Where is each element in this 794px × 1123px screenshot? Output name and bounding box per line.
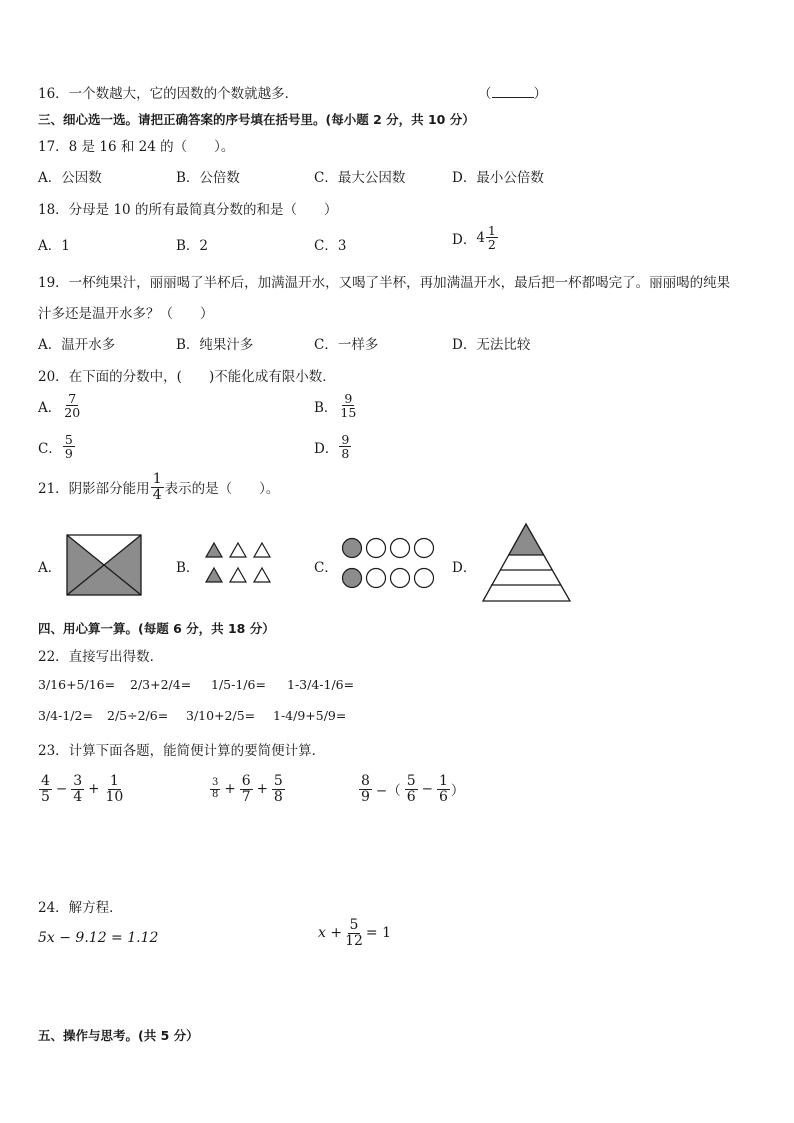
fraction: $\frac{8}{9}$ (361, 773, 370, 805)
fraction: $\frac{7}{20}$ (64, 391, 81, 421)
q17-option-c[interactable]: C．最大公因数 (314, 170, 406, 186)
close-paren: ） (450, 783, 465, 800)
fraction: $\frac{1}{2}$ (487, 223, 496, 253)
fraction: $\frac{4}{5}$ (41, 773, 50, 805)
q18-option-b[interactable]: B．2 (176, 238, 209, 254)
q18-option-a[interactable]: A．1 (38, 238, 70, 254)
q22-row2-item1: 3/4-1/2= (38, 708, 93, 723)
fraction: $\frac{5}{8}$ (273, 773, 283, 805)
q19-stem-line1: 19．一杯纯果汁，丽丽喝了半杯后，加满温开水，又喝了半杯，再加满温开水，最后把一杯都喝完了。丽丽喝的纯果 (38, 275, 731, 291)
q19-stem-line2: 汁多还是温开水多？（ ） (38, 306, 214, 322)
operator: + (88, 781, 100, 798)
triangle (254, 568, 270, 582)
q22-row1-item1: 3/16+5/16= (38, 677, 116, 692)
q21-option-c-label[interactable]: C． (314, 560, 338, 576)
shaded-triangle (206, 568, 222, 582)
operator: −（ (375, 783, 401, 800)
q23-expression-3 (358, 774, 464, 804)
q19-option-b[interactable]: B．纯果汁多 (176, 337, 254, 353)
q16-stem: 16．一个数越大，它的因数的个数就越多． (38, 86, 299, 102)
q23-expression-1 (38, 774, 126, 804)
q22-row1-item3: 1/5-1/6= (211, 677, 266, 692)
option-label: A． (38, 399, 62, 416)
q21-option-d-label[interactable]: D． (452, 560, 477, 576)
fraction: $\frac{5}{6}$ (406, 773, 416, 805)
q17-option-d[interactable]: D．最小公倍数 (452, 170, 544, 186)
shaded-triangle (206, 543, 222, 557)
stem-text: 表示的是（ ）。 (164, 481, 280, 498)
q21-option-c-figure[interactable] (341, 537, 437, 589)
q24-stem: 24．解方程． (38, 900, 123, 916)
fraction: $\frac{5}{12}$ (345, 917, 363, 949)
q19-option-c[interactable]: C．一样多 (314, 337, 379, 353)
q22-row2-item2: 2/5÷2/6= (107, 708, 169, 723)
operator: − (55, 781, 68, 798)
q21-option-d-figure[interactable] (482, 523, 572, 603)
mixed-number (476, 224, 499, 251)
q22-row2-item4: 1-4/9+5/9= (273, 708, 347, 723)
option-label: D． (314, 440, 339, 457)
shaded-triangle-top (508, 524, 544, 555)
whole-part: 4 (476, 229, 485, 246)
equation-part: x + (318, 925, 343, 942)
circle (391, 539, 410, 558)
q23-stem: 23．计算下面各题，能简便计算的要简便计算． (38, 743, 326, 759)
fraction: $\frac{9}{8}$ (341, 432, 350, 462)
circle (367, 569, 386, 588)
q20-option-c[interactable] (38, 433, 76, 460)
equation-part: = 1 (365, 925, 391, 942)
shaded-circle (343, 569, 362, 588)
circle (415, 569, 434, 588)
fraction: $\frac{1}{4}$ (152, 471, 162, 503)
q23-expression-2 (209, 774, 286, 804)
paren-right: ） (533, 86, 547, 102)
circle (367, 539, 386, 558)
circle (391, 569, 410, 588)
stem-text: 21．阴影部分能用 (38, 481, 150, 498)
circle (415, 539, 434, 558)
fraction: $\frac{1}{10}$ (105, 773, 124, 805)
q17-option-a[interactable]: A．公因数 (38, 170, 102, 186)
q18-stem: 18．分母是 10 的所有最简真分数的和是（ ） (38, 202, 338, 218)
triangle (254, 543, 270, 557)
section-4-title: 四、用心算一算。(每题 6 分，共 18 分） (38, 621, 275, 636)
q22-row2-item3: 3/10+2/5= (186, 708, 256, 723)
paren-left: （ (478, 86, 492, 102)
q16-answer-blank[interactable] (478, 82, 547, 102)
section-3-title: 三、细心选一选。请把正确答案的序号填在括号里。(每小题 2 分，共 10 分） (38, 112, 475, 127)
fraction: $\frac{5}{9}$ (64, 432, 73, 462)
q22-row1-item2: 2/3+2/4= (130, 677, 192, 692)
q21-stem (38, 472, 279, 502)
operator: − (421, 781, 433, 798)
fraction: $\frac{1}{6}$ (438, 773, 448, 805)
q17-stem: 17．8 是 16 和 24 的（ ）。 (38, 139, 235, 155)
q19-option-d[interactable]: D．无法比较 (452, 337, 531, 353)
q20-option-d[interactable] (314, 433, 352, 460)
triangle (230, 568, 246, 582)
q22-stem: 22．直接写出得数． (38, 649, 164, 665)
blank-line (492, 85, 534, 98)
section-5-title: 五、操作与思考。(共 5 分） (38, 1028, 199, 1043)
q18-option-c[interactable]: C．3 (314, 238, 347, 254)
q17-option-b[interactable]: B．公倍数 (176, 170, 240, 186)
shaded-circle (343, 539, 362, 558)
q21-option-a-figure[interactable] (66, 534, 142, 596)
q20-option-a[interactable] (38, 392, 83, 419)
fraction: $\frac{6}{7}$ (241, 773, 251, 805)
q21-option-b-label[interactable]: B． (176, 560, 200, 576)
q24-equation-2 (318, 918, 391, 948)
fraction: $\frac{9}{15}$ (340, 391, 357, 421)
operator: + (256, 781, 268, 798)
option-label: B． (314, 399, 338, 416)
q20-option-b[interactable] (314, 392, 359, 419)
fraction: $\frac{3}{8}$ (212, 777, 219, 800)
q19-option-a[interactable]: A．温开水多 (38, 337, 116, 353)
q21-option-b-figure[interactable] (205, 542, 271, 584)
q22-row1-item4: 1-3/4-1/6= (287, 677, 355, 692)
fraction: $\frac{3}{4}$ (73, 773, 83, 805)
q24-equation-1: 5x − 9.12 = 1.12 (38, 930, 159, 946)
q21-option-a-label[interactable]: A． (38, 560, 62, 576)
option-label: C． (38, 440, 62, 457)
option-label: D． (452, 231, 477, 248)
q18-option-d[interactable] (452, 224, 499, 251)
q20-stem: 20．在下面的分数中，( )不能化成有限小数． (38, 369, 336, 385)
operator: + (224, 781, 236, 798)
triangle (230, 543, 246, 557)
